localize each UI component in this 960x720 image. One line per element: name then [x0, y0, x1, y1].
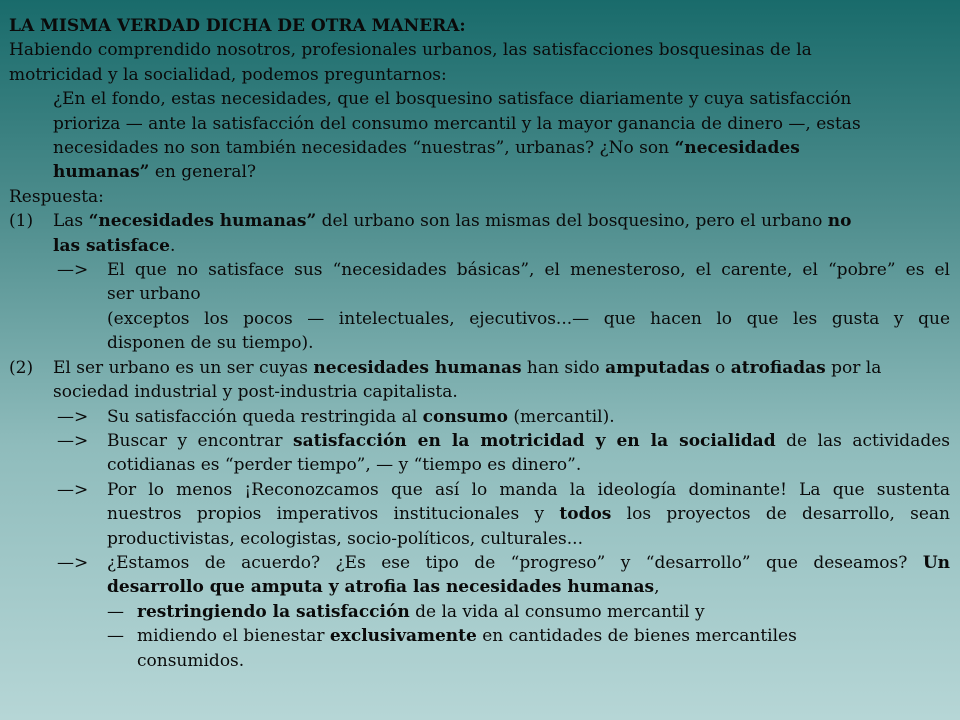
point-2-number: (2) — [9, 357, 34, 378]
arrow-marker: —> — [57, 430, 89, 451]
point-2-arrow-item-1 — [9, 405, 950, 429]
point-1-sub-line-2: ser urbano — [107, 284, 201, 305]
dash-item-1-text: restringiendo la satisfacción de la vida al consumo mercantil y — [137, 601, 705, 622]
point-2-sub-3: Por lo menos ¡Reconozcamos que así lo manda la ideología dominante! La que sustenta — [107, 479, 950, 500]
arrow-marker: —> — [57, 406, 89, 427]
point-1 — [9, 209, 950, 233]
point-2-sub-4: ¿Estamos de acuerdo? ¿Es ese tipo de “progreso” y “desarrollo” que deseamos? Un — [107, 552, 950, 573]
point-1-sub-line-1: El que no satisface sus “necesidades básicas”, el menesteroso, el carente, el “pobre” es el — [107, 260, 950, 281]
point-2-text: El ser urbano es un ser cuyas necesidades humanas han sido amputadas o atrofiadas por la — [53, 357, 882, 378]
dash-item-2-text: midiendo el bienestar exclusivamente en cantidades de bienes mercantiles — [137, 626, 797, 647]
dash-item-2 — [9, 624, 950, 648]
dash-marker: — — [107, 626, 124, 647]
point-2-line-2: sociedad industrial y post-industria capitalista. — [53, 382, 458, 403]
point-1-number: (1) — [9, 211, 34, 232]
point-2-sub-2-line-2: cotidianas es “perder tiempo”, — y “tiempo es dinero”. — [107, 455, 582, 476]
question-line-3: necesidades no son también necesidades “nuestras”, urbanas? ¿No son “necesidades — [53, 138, 800, 159]
point-2-sub-2: Buscar y encontrar satisfacción en la motricidad y en la socialidad de las actividades — [107, 430, 950, 451]
point-2-arrow-item-4 — [9, 551, 950, 575]
dash-marker: — — [107, 601, 124, 622]
respuesta-label: Respuesta: — [9, 186, 104, 207]
question-line-2: prioriza — ante la satisfacción del consumo mercantil y la mayor ganancia de dinero —, estas — [53, 113, 861, 134]
slide-title: LA MISMA VERDAD DICHA DE OTRA MANERA: — [9, 16, 466, 36]
arrow-marker: —> — [57, 260, 89, 281]
point-1-line-2: las satisface. — [53, 235, 176, 256]
point-2-arrow-item-3 — [9, 478, 950, 502]
point-2-sub-4-line-2: desarrollo que amputa y atrofia las necesidades humanas, — [107, 577, 660, 598]
arrow-marker: —> — [57, 552, 89, 573]
arrow-marker: —> — [57, 479, 89, 500]
dash-item-1 — [9, 600, 950, 624]
intro-line-1: Habiendo comprendido nosotros, profesionales urbanos, las satisfacciones bosquesinas de la — [9, 40, 812, 61]
point-2-sub-3-line-2: nuestros propios imperativos institucionales y todos los proyectos de desarrollo, sean — [107, 504, 950, 525]
point-1-sub-line-3: (exceptos los pocos — intelectuales, ejecutivos...— que hacen lo que les gusta y que — [107, 308, 950, 329]
point-2-sub-1: Su satisfacción queda restringida al consumo (mercantil). — [107, 406, 615, 427]
point-2-arrow-item-2 — [9, 429, 950, 453]
point-1-text: Las “necesidades humanas” del urbano son las mismas del bosquesino, pero el urbano no — [53, 211, 852, 232]
question-line-4: humanas” en general? — [53, 162, 257, 183]
dash-item-2-line-2: consumidos. — [137, 650, 245, 671]
question-line-1: ¿En el fondo, estas necesidades, que el bosquesino satisface diariamente y cuya satisfacción — [53, 89, 852, 110]
point-1-arrow-item — [9, 258, 950, 282]
point-2-sub-3-line-3: productivistas, ecologistas, socio-políticos, culturales... — [107, 528, 583, 549]
intro-line-2: motricidad y la socialidad, podemos preguntarnos: — [9, 64, 447, 85]
point-2 — [9, 356, 950, 380]
point-1-sub-line-4: disponen de su tiempo). — [107, 333, 314, 354]
